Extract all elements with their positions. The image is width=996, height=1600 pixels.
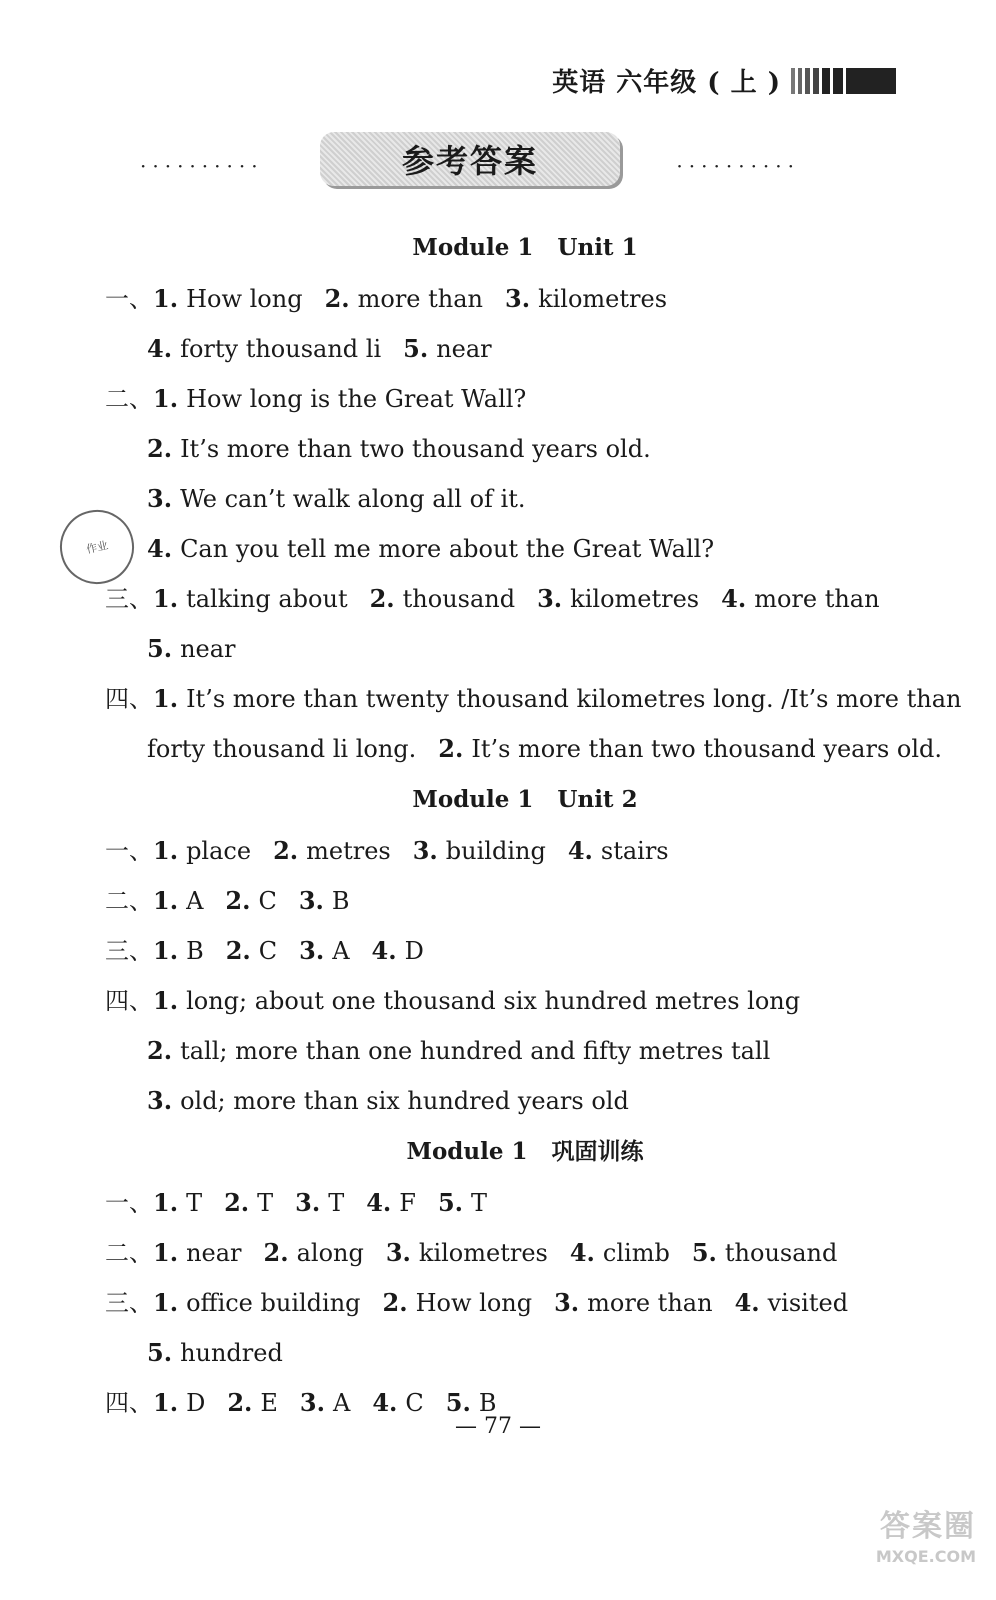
answer-line <box>105 876 905 926</box>
answer-line <box>105 374 905 424</box>
item-number: 1. <box>153 284 179 313</box>
answer-text: building <box>445 837 546 865</box>
answer-item <box>153 685 961 713</box>
answer-item <box>735 1289 849 1317</box>
item-number: 3. <box>295 1188 321 1217</box>
answer-text: D <box>186 1389 206 1417</box>
item-number: 3. <box>385 1238 411 1267</box>
answer-item <box>226 937 277 965</box>
answer-item <box>537 585 699 613</box>
page-header <box>552 62 896 99</box>
answer-item <box>403 335 492 363</box>
answer-item <box>366 1189 416 1217</box>
answer-item <box>153 1289 361 1317</box>
answer-text: Can you tell me more about the Great Wall? <box>180 535 715 563</box>
answer-item <box>264 1239 364 1267</box>
item-number: 1. <box>153 684 179 713</box>
item-number: 3. <box>505 284 531 313</box>
answer-item <box>147 335 381 363</box>
item-number: 4. <box>147 534 173 563</box>
question-ordinal: 一、 <box>105 285 153 313</box>
item-number: 5. <box>147 634 173 663</box>
item-number: 2. <box>227 1388 253 1417</box>
answer-text: kilometres <box>570 585 700 613</box>
answer-item <box>383 1289 533 1317</box>
answer-item <box>372 1389 423 1417</box>
item-number: 4. <box>721 584 747 613</box>
answer-text: It’s more than two thousand years old. <box>471 735 943 763</box>
answer-text: visited <box>767 1289 849 1317</box>
answer-text: place <box>186 837 252 865</box>
question-ordinal: 一、 <box>105 837 153 865</box>
stamp-seal: 作业 <box>53 503 141 591</box>
answer-item <box>153 385 526 413</box>
item-number: 1. <box>153 384 179 413</box>
answer-item <box>147 635 236 663</box>
question-ordinal: 三、 <box>105 1289 153 1317</box>
answer-text: T <box>471 1189 488 1217</box>
answer-line <box>105 274 905 324</box>
answer-item <box>372 937 424 965</box>
answer-text: E <box>260 1389 278 1417</box>
answer-text: forty thousand li <box>180 335 382 363</box>
item-number: 5. <box>691 1238 717 1267</box>
item-number: 1. <box>153 936 179 965</box>
answer-line <box>105 1026 905 1076</box>
answer-text: more than <box>357 285 484 313</box>
header-title: 英语 六年级 ( 上 ) <box>552 68 781 98</box>
dotted-rule-right: ·········· <box>676 154 800 178</box>
question-ordinal: 四、 <box>105 987 153 1015</box>
answer-text: forty thousand li long. <box>147 735 417 763</box>
answer-item <box>153 1189 202 1217</box>
answer-item <box>147 1339 283 1367</box>
answer-item <box>227 1389 278 1417</box>
banner-title: 参考答案 <box>401 142 538 180</box>
answer-banner <box>320 132 620 186</box>
answer-content <box>105 222 962 1428</box>
item-number: 2. <box>438 734 464 763</box>
answer-item <box>147 435 651 463</box>
answer-text: A <box>332 1389 351 1417</box>
answer-text: How long <box>415 1289 533 1317</box>
answer-item <box>147 485 526 513</box>
answer-line <box>105 1228 905 1278</box>
answer-item <box>224 1189 273 1217</box>
answer-text: along <box>296 1239 364 1267</box>
answer-text: It’s more than two thousand years old. <box>180 435 651 463</box>
answer-line <box>105 976 905 1026</box>
item-number: 3. <box>298 886 324 915</box>
item-number: 5. <box>445 1388 471 1417</box>
item-number: 1. <box>153 886 179 915</box>
answer-line <box>105 1328 905 1378</box>
answer-text: D <box>404 937 424 965</box>
answer-text: A <box>332 937 350 965</box>
answer-line <box>105 574 905 624</box>
answer-item <box>386 1239 548 1267</box>
answer-item <box>505 285 667 313</box>
answer-line <box>105 524 905 574</box>
item-number: 4. <box>567 836 593 865</box>
answer-text: near <box>436 335 492 363</box>
answer-text: tall; more than one hundred and fifty metres tall <box>180 1037 771 1065</box>
answer-text: thousand <box>402 585 516 613</box>
answer-text: kilometres <box>538 285 668 313</box>
item-number: 2. <box>224 1188 250 1217</box>
answer-item <box>225 887 276 915</box>
item-number: 1. <box>153 986 179 1015</box>
item-number: 3. <box>147 484 173 513</box>
item-number: 2. <box>382 1288 408 1317</box>
answer-text: talking about <box>186 585 348 613</box>
answer-text: It’s more than twenty thousand kilometres long. /It’s more than <box>186 685 962 713</box>
answer-item <box>153 987 800 1015</box>
watermark-logo: 答案圈 MXQE.COM <box>875 1509 976 1566</box>
answer-text: C <box>258 937 278 965</box>
item-number: 2. <box>263 1238 289 1267</box>
answer-item <box>147 1087 629 1115</box>
item-number: 1. <box>153 1388 179 1417</box>
answer-line <box>105 674 962 724</box>
answer-text: F <box>399 1189 416 1217</box>
answer-item <box>300 1389 350 1417</box>
answer-item <box>147 535 714 563</box>
page-number: — 77 — <box>455 1414 541 1439</box>
answer-line <box>105 826 905 876</box>
answer-item <box>153 937 204 965</box>
item-number: 5. <box>403 334 429 363</box>
answer-text: near <box>186 1239 242 1267</box>
answer-item <box>568 837 669 865</box>
answer-item <box>147 735 416 763</box>
answer-item <box>554 1289 712 1317</box>
item-number: 4. <box>734 1288 760 1317</box>
item-number: 2. <box>225 936 251 965</box>
answer-item <box>153 887 203 915</box>
answer-text: We can’t walk along all of it. <box>180 485 526 513</box>
answer-text: long; about one thousand six hundred metres long <box>186 987 801 1015</box>
answer-text: office building <box>186 1289 361 1317</box>
question-ordinal: 一、 <box>105 1189 153 1217</box>
answer-text: C <box>405 1389 424 1417</box>
answer-line <box>105 474 905 524</box>
answer-text: kilometres <box>418 1239 548 1267</box>
answer-text: B <box>186 937 204 965</box>
answer-line <box>105 724 943 774</box>
answer-item <box>273 837 391 865</box>
answer-text: A <box>186 887 204 915</box>
answer-text: more than <box>587 1289 713 1317</box>
item-number: 4. <box>569 1238 595 1267</box>
answer-text: B <box>331 887 350 915</box>
question-ordinal: 二、 <box>105 1239 153 1267</box>
section-heading: Module 1 Unit 1 <box>412 234 638 261</box>
question-ordinal: 四、 <box>105 1389 153 1417</box>
item-number: 4. <box>147 334 173 363</box>
answer-item <box>692 1239 838 1267</box>
answer-text: stairs <box>600 837 669 865</box>
answer-text: C <box>258 887 277 915</box>
item-number: 2. <box>369 584 395 613</box>
answer-item <box>295 1189 344 1217</box>
answer-text: T <box>328 1189 345 1217</box>
answer-text: T <box>257 1189 274 1217</box>
answer-text: climb <box>602 1239 670 1267</box>
item-number: 1. <box>153 836 179 865</box>
answer-item <box>446 1389 497 1417</box>
answer-line <box>105 926 905 976</box>
answer-item <box>570 1239 670 1267</box>
answer-text: hundred <box>180 1339 283 1367</box>
section-heading: Module 1 巩固训练 <box>406 1138 644 1165</box>
header-decoration-bar <box>791 68 896 94</box>
answer-item <box>153 285 303 313</box>
item-number: 4. <box>372 1388 398 1417</box>
answer-item <box>299 887 350 915</box>
answer-text: How long is the Great Wall? <box>186 385 527 413</box>
item-number: 3. <box>147 1086 173 1115</box>
answer-item <box>413 837 546 865</box>
item-number: 3. <box>554 1288 580 1317</box>
answer-item <box>299 937 349 965</box>
item-number: 2. <box>147 434 173 463</box>
question-ordinal: 四、 <box>105 685 153 713</box>
answer-item <box>153 585 348 613</box>
item-number: 1. <box>153 584 179 613</box>
answer-banner-row <box>140 132 800 188</box>
answer-item <box>153 837 251 865</box>
answer-text: more than <box>754 585 880 613</box>
answer-item <box>438 735 942 763</box>
item-number: 2. <box>225 886 251 915</box>
answer-item <box>147 1037 770 1065</box>
answer-text: B <box>478 1389 497 1417</box>
item-number: 4. <box>366 1188 392 1217</box>
item-number: 4. <box>371 936 397 965</box>
answer-item <box>153 1239 242 1267</box>
section-heading: Module 1 Unit 2 <box>412 786 638 813</box>
question-ordinal: 二、 <box>105 385 153 413</box>
answer-item <box>153 1389 205 1417</box>
question-ordinal: 三、 <box>105 585 153 613</box>
answer-line <box>105 624 905 674</box>
item-number: 2. <box>273 836 299 865</box>
answer-text: old; more than six hundred years old <box>180 1087 629 1115</box>
answer-line <box>105 424 905 474</box>
answer-line <box>105 324 905 374</box>
item-number: 5. <box>147 1338 173 1367</box>
answer-text: How long <box>186 285 303 313</box>
answer-item <box>438 1189 487 1217</box>
answer-line <box>105 1278 905 1328</box>
answer-line <box>105 1178 905 1228</box>
item-number: 3. <box>299 1388 325 1417</box>
answer-item <box>721 585 879 613</box>
answer-item <box>370 585 516 613</box>
answer-text: thousand <box>724 1239 838 1267</box>
answer-text: T <box>186 1189 203 1217</box>
item-number: 2. <box>147 1036 173 1065</box>
item-number: 3. <box>412 836 438 865</box>
item-number: 2. <box>324 284 350 313</box>
item-number: 3. <box>537 584 563 613</box>
question-ordinal: 二、 <box>105 887 153 915</box>
item-number: 5. <box>437 1188 464 1217</box>
dotted-rule-left: ·········· <box>140 154 264 178</box>
answer-text: metres <box>306 837 391 865</box>
question-ordinal: 三、 <box>105 937 153 965</box>
item-number: 3. <box>299 936 325 965</box>
item-number: 1. <box>153 1288 179 1317</box>
item-number: 1. <box>153 1188 179 1217</box>
answer-line <box>105 1076 905 1126</box>
item-number: 1. <box>153 1238 179 1267</box>
answer-text: near <box>180 635 236 663</box>
answer-item <box>325 285 483 313</box>
